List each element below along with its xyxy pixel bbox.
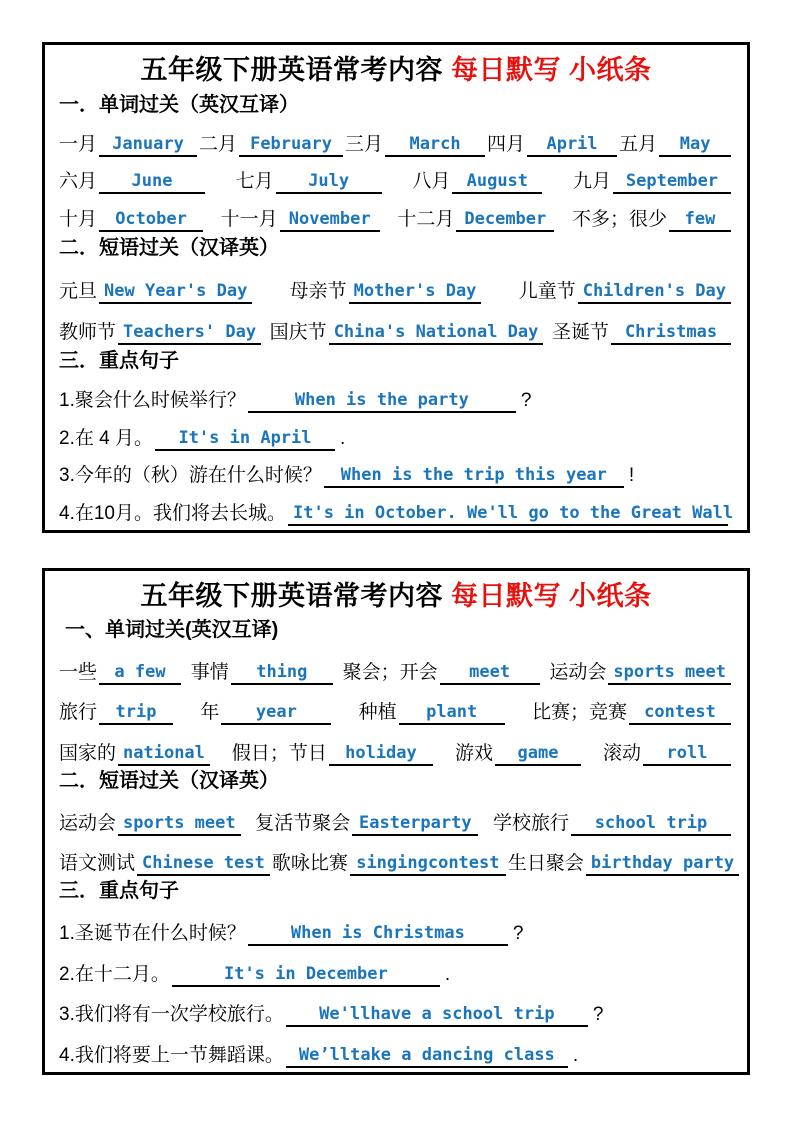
- sentence-prefix: 4.我们将要上一节舞蹈课。: [59, 1045, 284, 1066]
- answer-blank: [99, 170, 205, 194]
- answer-blank: [99, 280, 252, 304]
- word-item: [619, 133, 733, 157]
- sentence-prefix: 3.我们将有一次学校旅行。: [59, 1004, 284, 1026]
- word-item: [573, 170, 733, 194]
- answer-blank: [440, 661, 540, 685]
- word-label: 十月: [59, 209, 98, 230]
- answer-text: a few: [114, 661, 166, 682]
- sentence-suffix: !: [628, 465, 635, 487]
- answer-text: New Year's Day: [104, 280, 248, 301]
- word-row: [59, 196, 733, 232]
- word-item: [59, 133, 199, 157]
- word-item: [455, 742, 583, 766]
- word-label: 游戏: [454, 743, 493, 764]
- word-label: 一些: [59, 661, 98, 683]
- phrase-label: 母亲节: [289, 280, 347, 302]
- answer-text: March: [409, 133, 461, 154]
- sentence-prefix: 1.聚会什么时候举行？: [59, 389, 246, 411]
- word-item: [345, 133, 487, 157]
- answer-text: June: [131, 171, 173, 192]
- answer-blank: [99, 133, 197, 157]
- answer-text: When is Christmas: [290, 922, 465, 943]
- word-label: 国家的: [59, 743, 117, 764]
- answer-blank: [578, 280, 731, 304]
- word-item: [532, 701, 733, 725]
- sentence-row: [59, 490, 733, 526]
- word-item: [603, 742, 733, 766]
- word-row: [59, 158, 733, 194]
- phrase-row: [59, 836, 733, 876]
- answer-blank: [608, 661, 731, 685]
- sentence-row: [59, 415, 733, 451]
- phrase-item: [552, 321, 733, 345]
- answer-blank: [239, 133, 343, 157]
- answer-blank: [286, 1044, 568, 1068]
- answer-text: roll: [666, 743, 708, 763]
- sentence-prefix: 1.圣诞节在什么时候？: [59, 922, 246, 944]
- word-item: [59, 170, 207, 194]
- answer-blank: [324, 464, 624, 488]
- answer-text: contest: [644, 702, 716, 723]
- sentence-suffix: ?: [512, 922, 524, 944]
- word-row: [59, 645, 733, 685]
- word-label: 三月: [345, 133, 384, 155]
- answer-blank: [527, 133, 617, 157]
- answer-text: It's in April: [178, 427, 312, 448]
- section-heading-phrases: 二．短语过关（汉译英）: [59, 769, 279, 792]
- phrase-item: [59, 812, 243, 836]
- answer-blank: [352, 812, 478, 836]
- section-heading-sentences: 三．重点句子: [59, 880, 179, 902]
- word-label: 事情: [190, 661, 229, 683]
- answer-text: February: [250, 133, 332, 154]
- sentence-row: [59, 947, 733, 987]
- title-black-part: 五年级下册英语常考内容: [140, 55, 443, 85]
- answer-blank: [276, 170, 382, 194]
- word-label: 十一月: [220, 209, 278, 230]
- answer-blank: [221, 701, 331, 725]
- answer-text: May: [679, 133, 711, 154]
- answer-blank: [669, 208, 731, 232]
- word-label: 六月: [59, 171, 98, 193]
- word-label: 滚动: [602, 743, 641, 764]
- word-item: [59, 701, 175, 725]
- phrase-item: [59, 852, 272, 876]
- answer-text: October: [115, 209, 187, 229]
- worksheet-title: [59, 51, 733, 89]
- word-label: 种植: [358, 702, 397, 724]
- answer-text: Easterparty: [359, 812, 472, 833]
- answer-text: Christmas: [624, 322, 718, 343]
- answer-blank: [288, 502, 734, 526]
- sentence-suffix: .: [572, 1045, 579, 1066]
- phrase-item: [270, 321, 546, 345]
- answer-blank: [456, 208, 554, 232]
- word-label: 年: [200, 702, 220, 724]
- answer-blank: [118, 742, 210, 766]
- phrase-label: 国庆节: [269, 322, 327, 344]
- answer-text: Chinese test: [142, 853, 265, 874]
- answer-text: It's in December: [223, 963, 388, 984]
- answer-blank: [495, 742, 581, 766]
- answer-text: singingcontest: [356, 853, 500, 874]
- phrase-row: [59, 796, 733, 836]
- answer-text: When is the party: [294, 389, 469, 410]
- sentence-prefix: 4.在10月。我们将去长城。: [59, 503, 286, 524]
- word-row: [59, 121, 733, 157]
- answer-text: China's National Day: [333, 322, 539, 343]
- sentence-suffix: .: [339, 427, 346, 449]
- answer-text: thing: [256, 661, 308, 682]
- answer-text: meet: [469, 661, 511, 682]
- sentence-row: [59, 906, 733, 946]
- word-item: [359, 701, 507, 725]
- answer-text: sports meet: [613, 661, 726, 682]
- word-item: [199, 133, 345, 157]
- phrase-item: [272, 852, 508, 876]
- answer-text: Mother's Day: [353, 280, 477, 301]
- phrase-item: [59, 280, 254, 304]
- answer-text: December: [464, 209, 547, 229]
- answer-text: holiday: [345, 743, 417, 763]
- word-item: [232, 742, 435, 766]
- phrase-label: 生日聚会: [507, 853, 584, 875]
- answer-text: trip: [115, 702, 157, 723]
- answer-text: We’lltake a dancing class: [298, 1045, 555, 1065]
- answer-text: Teachers' Day: [123, 322, 257, 343]
- word-row: [59, 685, 733, 725]
- phrase-label: 元旦: [59, 280, 98, 302]
- title-black-part: 五年级下册英语常考内容: [140, 581, 443, 611]
- word-label: 一月: [59, 133, 98, 155]
- answer-text: It's in October. We'll go to the Great Wall: [292, 503, 734, 523]
- answer-blank: [586, 852, 739, 876]
- title-red-part: 每日默写 小纸条: [451, 55, 652, 85]
- answer-text: April: [546, 133, 598, 154]
- answer-blank: [329, 321, 544, 345]
- sentence-suffix: ?: [520, 389, 532, 411]
- phrase-row: [59, 305, 733, 345]
- word-item: [221, 208, 382, 232]
- sentence-row: [59, 452, 733, 488]
- answer-blank: [659, 133, 731, 157]
- answer-text: birthday party: [590, 853, 735, 874]
- answer-text: national: [123, 743, 205, 763]
- sentence-row: [59, 1028, 733, 1068]
- phrase-label: 复活节聚会: [255, 812, 351, 834]
- phrase-item: [519, 280, 733, 304]
- answer-blank: [231, 661, 333, 685]
- answer-blank: [452, 170, 542, 194]
- answer-blank: [385, 133, 485, 157]
- word-item: [200, 701, 333, 725]
- word-item: [487, 133, 619, 157]
- answer-text: Children's Day: [582, 280, 726, 301]
- phrase-item: [290, 280, 484, 304]
- answer-blank: [99, 701, 173, 725]
- answer-blank: [611, 321, 731, 345]
- answer-blank: [350, 852, 506, 876]
- answer-blank: [329, 742, 433, 766]
- answer-blank: [399, 701, 505, 725]
- word-label: 九月: [572, 171, 611, 193]
- phrase-item: [255, 812, 480, 836]
- phrase-item: [508, 852, 741, 876]
- sentence-prefix: 3.今年的（秋）游在什么时候？: [59, 465, 322, 487]
- word-label: 运动会: [549, 661, 607, 683]
- phrase-row: [59, 264, 733, 304]
- phrase-item: [59, 321, 263, 345]
- answer-blank: [613, 170, 731, 194]
- answer-text: few: [684, 209, 716, 229]
- section-heading-sentences: 三．重点句子: [59, 350, 179, 372]
- word-item: [59, 661, 183, 685]
- word-row: [59, 726, 733, 766]
- word-label: 比赛；竞赛: [531, 702, 627, 724]
- word-label: 旅行: [59, 702, 98, 724]
- answer-blank: [629, 701, 731, 725]
- answer-blank: [172, 963, 440, 987]
- word-item: [191, 661, 335, 685]
- word-item: [59, 742, 212, 766]
- worksheet-card-1: [42, 42, 750, 533]
- answer-blank: [137, 852, 270, 876]
- answer-blank: [280, 208, 380, 232]
- word-item: [572, 208, 733, 232]
- word-label: 聚会；开会: [342, 661, 438, 683]
- phrase-item: [493, 812, 733, 836]
- phrase-label: 运动会: [59, 812, 117, 834]
- answer-text: September: [625, 171, 719, 192]
- answer-text: game: [517, 743, 559, 763]
- section-heading-phrases: 二．短语过关（汉译英）: [59, 236, 279, 259]
- sentence-prefix: 2.在十二月。: [59, 963, 170, 985]
- word-label: 不多；很少: [571, 209, 667, 230]
- answer-blank: [155, 427, 335, 451]
- phrase-label: 儿童节: [518, 280, 576, 302]
- answer-blank: [99, 661, 181, 685]
- sentence-suffix: .: [444, 963, 451, 985]
- sentence-suffix: ?: [592, 1004, 604, 1026]
- word-label: 十二月: [397, 209, 455, 230]
- phrase-label: 歌咏比赛: [271, 853, 348, 875]
- answer-text: We'llhave a school trip: [319, 1004, 555, 1025]
- answer-blank: [99, 208, 203, 232]
- title-red-part: 每日默写 小纸条: [451, 581, 652, 611]
- answer-text: sports meet: [123, 812, 236, 833]
- answer-text: When is the trip this year: [340, 465, 607, 486]
- phrase-label: 语文测试: [59, 853, 136, 875]
- word-label: 八月: [412, 171, 451, 193]
- section-heading-words: 一．单词过关（英汉互译）: [59, 93, 299, 116]
- sentence-row: [59, 987, 733, 1027]
- answer-blank: [248, 389, 516, 413]
- word-item: [549, 661, 733, 685]
- answer-text: year: [255, 702, 297, 723]
- answer-text: school trip: [594, 812, 708, 833]
- word-item: [412, 170, 544, 194]
- answer-text: August: [466, 171, 529, 192]
- answer-blank: [349, 280, 482, 304]
- word-item: [236, 170, 384, 194]
- word-label: 假日；节日: [231, 743, 327, 764]
- worksheet-title: [59, 577, 733, 615]
- answer-blank: [643, 742, 731, 766]
- word-item: [343, 661, 542, 685]
- answer-blank: [118, 812, 241, 836]
- word-label: 七月: [235, 171, 274, 193]
- sentence-prefix: 2.在 4 月。: [59, 427, 153, 449]
- answer-blank: [571, 812, 731, 836]
- answer-text: plant: [426, 702, 478, 723]
- word-item: [59, 208, 205, 232]
- word-label: 二月: [199, 133, 238, 155]
- sentence-row: [59, 377, 733, 413]
- answer-text: January: [112, 133, 184, 154]
- answer-blank: [118, 321, 261, 345]
- worksheet-card-2: [42, 568, 750, 1075]
- word-label: 五月: [619, 133, 658, 155]
- phrase-label: 圣诞节: [551, 322, 609, 344]
- section-heading-words: 一、单词过关(英汉互译): [65, 618, 279, 641]
- answer-blank: [248, 922, 508, 946]
- phrase-label: 学校旅行: [492, 812, 569, 834]
- answer-text: July: [308, 171, 350, 192]
- answer-blank: [286, 1003, 588, 1027]
- word-label: 四月: [487, 133, 526, 155]
- word-item: [397, 208, 556, 232]
- phrase-label: 教师节: [59, 322, 117, 344]
- answer-text: November: [288, 209, 371, 229]
